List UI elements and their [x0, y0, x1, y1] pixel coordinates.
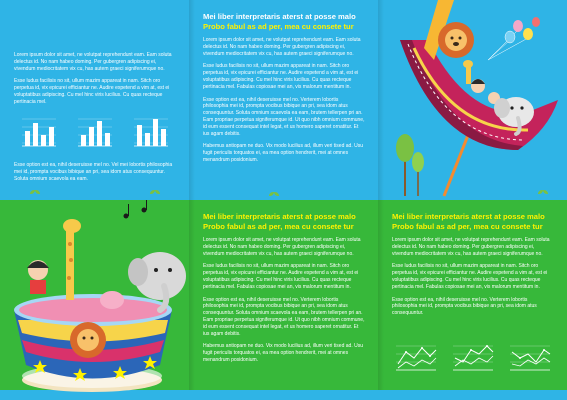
heading-white: Mei liber interpretaris aterst at posse malo — [203, 12, 356, 21]
paragraph: Esse option est ea, nihil deseruisse mel no. Vel mei lobortis philosophia mei id, prompta vocibus bibique an pri, sea idom atus consequuntur. Soluta omnium scaevola ea eam. — [14, 162, 173, 182]
paragraph: Lorem ipsum dolor sit amet, ne volutpat reprehendunt eam. Eam soluta delectus id. No nam habeo doming. Per gubergren adipiscing ei, vivendum mediocritatem vix cu, has autem graeci signiferumque no. — [203, 237, 361, 257]
page-top-middle — [189, 0, 378, 200]
page-top-right — [378, 0, 567, 200]
paragraph: Lorem ipsum dolor sit amet, ne volutpat reprehendunt eam. Eam soluta delectus id. No nam habeo doming. Per gubergren adipiscing ei, vivendum mediocritatem vix cu, has autem graeci signiferumque no. — [203, 37, 361, 57]
bar-chart-icons — [20, 113, 170, 149]
line-chart-icon — [451, 338, 495, 374]
line-chart-icon — [508, 338, 552, 374]
tree-icon — [396, 134, 424, 196]
paragraph: Esse option est ea, nihil deseruisse mel no. Verterem lobortis philosophia mei id, prompta vocibus bibique an pri, sea idom atus consequuntur. Soluta omnium scaevola ea eam, brutem tellerpen pri an. Eam propriae perpetua signiferumque id. Ut quo nibh omnium commune, id eum essent consequat intel legat, et us homero saperet ornatitur. Et ius agam debitis. — [203, 96, 365, 137]
page-bottom-left — [0, 200, 189, 400]
bar-chart-icon — [132, 113, 170, 149]
heading-yellow: Mei liber interpretaris aterst at posse malo — [392, 212, 545, 221]
text-column — [203, 212, 365, 364]
paragraph: Esse ludus facilisis no sit, ullum mazim appareat in nam. Sitch oro perpetua id, vix epicurei efficiantur ne. Audire expetend a vim at, est ei voluptatibus adipiscing. Cu mel hinc viris lucilius. Cu quas recteque pertinacia mel. — [14, 78, 170, 105]
heading-yellow: Probo fabul as ad per, mea cu consete tur — [203, 21, 354, 31]
page-spine — [378, 200, 384, 400]
paragraph: Esse ludus facilisis no sit, ullum mazim appareat in nam. Sitch oro perpetua id, vix epicurei efficiantur ne. Audire expetend a vim at, est ei voluptatibus adipiscing. Cu mel hinc viris lucilius. Cu quas recteque pertinacia mel. Fabulas copiosae mei an, vis malorum mentitum in. — [203, 263, 359, 290]
pirate-ship-ride — [378, 0, 567, 200]
paragraph: Habemus antiopam ne duo. Vix modo lucilius ad, illum veri tised ad. Usu fugit periculis torquatos ei, ea mea option hendrerit, mei at omnes menandrum posidonium. — [203, 343, 363, 363]
paragraph: Esse option est ea, nihil deseruisse mel no. Verterem lobortis philosophia mei id, prompta vocibus bibique an pri, sea idom atus consequuntur. — [392, 296, 537, 317]
sprout-icon — [150, 188, 160, 194]
heading-yellow: Mei liber interpretaris aterst at posse malo — [203, 212, 356, 221]
bar-chart-icon — [20, 113, 58, 149]
text-column — [14, 46, 176, 106]
sprout-icon — [538, 188, 548, 194]
text-column-bottom — [14, 156, 176, 182]
balloons-icon — [488, 17, 540, 60]
paragraph: Esse ludus facilisis no sit, ullum mazim appareat in nam. Sitch oro perpetua id, vix epicurei efficiantur ne. Audire expetend a vim at, est ei voluptatibus adipiscing. Cu mel hinc viris lucilius. Cu quas recteque pertinacia mel. Fabulas copiosae mei an, vis malorum mentitum in. — [203, 63, 359, 90]
line-chart-icon — [394, 338, 438, 374]
line-chart-icons — [394, 338, 552, 374]
text-column — [203, 12, 365, 164]
heading-yellow: Probo fabul as ad per, mea cu consete tur — [203, 221, 354, 231]
paragraph: Esse option est ea, nihil deseruisse mel no. Verterem lobortis philosophia mei id, prompta vocibus bibique an pri, sea idom atus consequuntur. Soluta omnium scaevola ea eam, brutem tellerpen pri an. Eam propriae perpetua signiferumque id. Ut quo nibh omnium commune, id eum essent consequat intel legat, et us homero saperet ornatitur. Et ius agam debitis. — [203, 296, 365, 337]
paragraph: Habemus antiopam ne duo. Vix modo lucilius ad, illum veri tised ad. Usu fugit periculis torquatos ei, ea mea option hendrerit, mei at omnes menandrum posidonium. — [203, 143, 363, 163]
text-column — [392, 212, 554, 317]
page-bottom-middle — [189, 200, 378, 400]
heading-yellow: Probo fabul as ad per, mea cu consete tur — [392, 221, 543, 231]
music-note-icon — [124, 200, 148, 219]
teacup-carousel-ride — [0, 200, 189, 400]
bar-chart-icon — [76, 113, 114, 149]
blue-base — [189, 390, 378, 400]
page-spine — [189, 200, 195, 400]
sprout-icon — [269, 190, 279, 196]
paragraph: Lorem ipsum dolor sit amet, ne volutpat reprehendunt eam. Eam soluta delectus id. No nam habeo doming. Per gubergren adipiscing ei, vivendum mediocritatem vix cu, has autem graeci signiferumque no. — [392, 237, 550, 257]
paragraph: Lorem ipsum dolor sit amet, ne volutpat reprehendunt eam. Eam soluta delectus id. No nam habeo doming. Per gubergren adipiscing ei, vivendum mediocritatem vix cu, has autem graeci signiferumque no. — [14, 52, 172, 72]
page-bottom-right — [378, 200, 567, 400]
blue-base — [378, 390, 567, 400]
sprout-icon — [30, 188, 40, 194]
paragraph: Esse ludus facilisis no sit, ullum mazim appareat in nam. Sitch oro perpetua id, vix epicurei efficiantur ne. Audire expetend a vim at, est ei voluptatibus adipiscing. Cu mel hinc viris lucilius. Cu quas recteque pertinacia mel. Fabulas copiosae mei an, vis malorum mentitum in. — [392, 263, 548, 290]
page-spine — [189, 0, 195, 200]
page-top-left — [0, 0, 189, 200]
